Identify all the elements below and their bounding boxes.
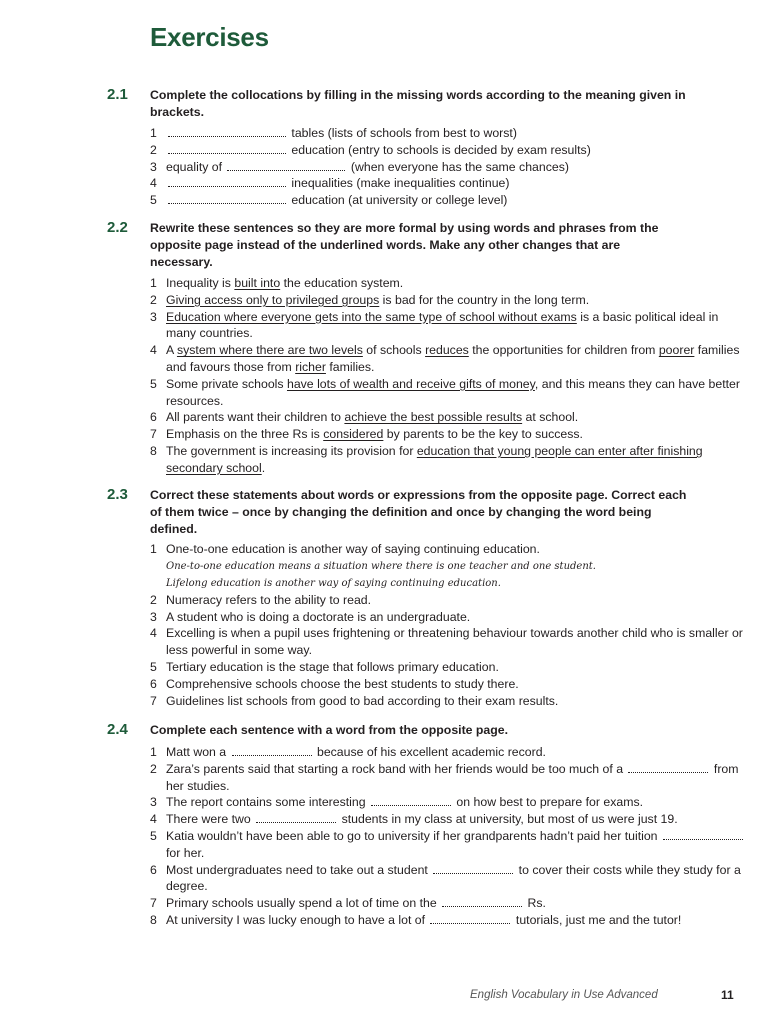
item-text [166, 829, 745, 860]
text-before-gap: The report contains some interesting [166, 795, 370, 810]
footer-book-title: English Vocabulary in Use Advanced [470, 989, 658, 1001]
item-text [166, 863, 741, 894]
answer-blank[interactable] [168, 175, 286, 187]
item-number: 7 [150, 896, 157, 911]
text-fragment: The government is increasing its provision for [166, 443, 417, 458]
item-number: 1 [150, 276, 157, 290]
underlined-phrase: built into [234, 276, 281, 290]
item-text [166, 626, 743, 657]
answer-blank[interactable] [433, 862, 513, 874]
text-before-gap: Primary schools usually spend a lot of time on the [166, 896, 441, 911]
exercise-instruction: Correct these statements about words or expressions from the opposite page. Correct each of them twice – once by changing the definition and once by changing the word being defined. [150, 488, 687, 536]
item-text [166, 410, 578, 424]
item-sentence: One-to-one education is another way of saying continuing education. [166, 542, 540, 556]
item-sentence: Tertiary education is the stage that follows primary education. [166, 659, 499, 674]
exercise-item [150, 659, 745, 676]
item-number: 2 [150, 292, 157, 307]
item-number: 6 [150, 676, 157, 691]
item-text [166, 143, 591, 157]
item-sentence: A student who is doing a doctorate is an undergraduate. [166, 609, 471, 624]
item-text [166, 896, 546, 910]
text-fragment: is a basic political ideal in many countries. [166, 309, 719, 341]
item-number: 1 [150, 542, 157, 556]
underlined-phrase: have lots of wealth and receive gifts of money [286, 376, 535, 391]
item-text [166, 427, 583, 441]
text-fragment: of schools [362, 343, 426, 358]
text-after-gap: on how best to prepare for exams. [453, 795, 644, 810]
item-number: 8 [150, 912, 157, 927]
item-text [166, 694, 558, 708]
answer-blank[interactable] [442, 895, 522, 907]
exercise-item [150, 862, 745, 896]
item-text [166, 812, 678, 826]
text-fragment: the education system. [280, 276, 404, 290]
text-after-gap: tables (lists of schools from best to worst) [288, 126, 517, 140]
answer-blank[interactable] [430, 912, 510, 924]
exercise-item [150, 376, 745, 410]
item-text [166, 444, 703, 475]
item-number: 4 [150, 626, 157, 641]
text-before-gap: There were two [166, 812, 255, 827]
item-text [166, 913, 681, 927]
text-fragment: families. [325, 359, 375, 374]
item-text [166, 660, 499, 674]
item-text [166, 293, 589, 307]
item-number: 2 [150, 592, 157, 607]
exercise-item [150, 275, 745, 292]
footer-page-number: 11 [721, 988, 734, 1002]
exercise-item [150, 541, 745, 592]
answer-blank[interactable] [227, 159, 345, 171]
text-after-gap: students in my class at university, but most of us were just 19. [338, 812, 678, 827]
item-text [166, 310, 718, 341]
answer-blank[interactable] [168, 192, 286, 204]
item-text [166, 745, 546, 759]
answer-blank[interactable] [371, 794, 451, 806]
item-text [166, 176, 509, 190]
text-fragment: . [261, 460, 266, 475]
item-text [166, 377, 740, 408]
exercise-item [150, 159, 745, 176]
text-after-gap: to cover their costs while they study for a degree. [166, 862, 741, 894]
exercise-item [150, 175, 745, 192]
text-after-gap: inequalities (make inequalities continue) [288, 176, 510, 191]
item-number: 5 [150, 659, 157, 674]
example-answer: One-to-one education means a situation where there is one teacher and one student. [166, 560, 596, 572]
underlined-phrase: poorer [658, 343, 695, 358]
item-number: 3 [150, 609, 157, 624]
underlined-phrase: Giving access only to privileged groups [166, 292, 380, 307]
item-sentence: Comprehensive schools choose the best students to study there. [166, 676, 519, 691]
item-number: 1 [150, 745, 157, 759]
answer-blank[interactable] [256, 811, 336, 823]
exercise-item [150, 426, 745, 443]
text-after-gap: (when everyone has the same chances) [347, 159, 569, 174]
underlined-phrase: reduces [425, 343, 469, 358]
item-number: 2 [150, 761, 157, 776]
item-sentence: Excelling is when a pupil uses frightening or threatening behaviour towards another child who is smaller or less powerful in some way. [166, 626, 743, 658]
item-text [166, 343, 739, 374]
exercise-number: 2.2 [107, 219, 128, 236]
exercise-item [150, 794, 745, 811]
item-number: 3 [150, 309, 157, 324]
text-fragment: All parents want their children to [166, 410, 345, 425]
answer-blank[interactable] [232, 744, 312, 756]
item-text [166, 795, 643, 809]
item-number: 7 [150, 427, 157, 442]
exercise-item [150, 912, 745, 929]
exercise-instruction: Complete the collocations by filling in the missing words according to the meaning given in brackets. [150, 88, 686, 119]
item-number: 7 [150, 693, 157, 708]
text-fragment: A [166, 343, 177, 358]
text-fragment: Emphasis on the three Rs is [166, 427, 324, 442]
text-fragment: by parents to be the key to success. [383, 427, 583, 442]
item-number: 3 [150, 795, 157, 810]
item-number: 1 [150, 126, 157, 140]
text-before-gap: Zara’s parents said that starting a rock band with her friends would be too much of a [166, 761, 627, 776]
exercise-item [150, 192, 745, 209]
exercise-item [150, 828, 745, 862]
exercise-item [150, 342, 745, 376]
text-fragment: the opportunities for children from [468, 343, 659, 358]
exercise-item [150, 609, 745, 626]
answer-blank[interactable] [663, 828, 743, 840]
exercise-item [150, 292, 745, 309]
text-fragment: Some private schools [166, 376, 287, 391]
item-number: 5 [150, 376, 157, 391]
exercise-items [150, 275, 745, 477]
exercise-item [150, 443, 745, 477]
item-number: 5 [150, 193, 157, 208]
underlined-phrase: system where there are two levels [176, 343, 363, 358]
text-after-gap: because of his excellent academic record. [313, 745, 546, 759]
item-text [166, 542, 540, 556]
item-number: 4 [150, 176, 157, 191]
text-after-gap: education (at university or college level) [288, 193, 508, 208]
underlined-phrase: education that young people can enter after finishing secondary school [166, 443, 703, 475]
text-after-gap: for her. [166, 845, 205, 860]
item-number: 4 [150, 343, 157, 358]
exercise-number: 2.3 [107, 486, 128, 503]
item-sentence: Guidelines list schools from good to bad according to their exam results. [166, 693, 559, 708]
page-title: Exercises [150, 22, 269, 52]
text-before-gap: Katia wouldn’t have been able to go to university if her grandparents hadn’t paid her tuition [166, 828, 661, 843]
text-after-gap: from her studies. [166, 761, 739, 793]
text-before-gap: Most undergraduates need to take out a student [166, 862, 432, 877]
exercise-items [150, 541, 745, 709]
answer-blank[interactable] [168, 125, 286, 137]
item-number: 6 [150, 862, 157, 877]
item-text [166, 762, 739, 793]
item-sentence: Numeracy refers to the ability to read. [166, 592, 372, 607]
underlined-phrase: Education where everyone gets into the same type of school without exams [166, 309, 577, 324]
text-after-gap: education (entry to schools is decided by exam results) [288, 142, 591, 157]
item-text [166, 160, 569, 174]
item-number: 3 [150, 159, 157, 174]
exercise-item [150, 744, 745, 761]
exercise-item [150, 409, 745, 426]
exercise-item [150, 125, 745, 142]
item-text [166, 677, 519, 691]
text-after-gap: tutorials, just me and the tutor! [512, 912, 682, 927]
exercise-item [150, 625, 745, 659]
item-number: 8 [150, 443, 157, 458]
text-fragment: is bad for the country in the long term. [379, 292, 590, 307]
exercise-number: 2.1 [107, 86, 128, 103]
exercise-item [150, 895, 745, 912]
exercise-item [150, 309, 745, 343]
exercise-items [150, 744, 745, 929]
answer-blank[interactable] [628, 761, 708, 773]
text-fragment: , and this means they can have better resources. [166, 376, 740, 408]
item-number: 5 [150, 828, 157, 843]
item-number: 2 [150, 142, 157, 157]
exercise-items [150, 125, 745, 209]
exercise-item [150, 142, 745, 159]
text-fragment: Inequality is [166, 276, 235, 290]
underlined-phrase: considered [323, 427, 384, 442]
item-text [166, 593, 371, 607]
exercise-item [150, 676, 745, 693]
text-before-gap: Matt won a [166, 745, 230, 759]
item-text [166, 126, 517, 140]
exercise-instruction: Rewrite these sentences so they are more formal by using words and phrases from the opposite page instead of the underlined words. Make any other changes that are necessary. [150, 221, 659, 269]
item-text [166, 610, 470, 624]
item-number: 6 [150, 410, 157, 425]
exercise-item [150, 811, 745, 828]
text-after-gap: Rs. [524, 896, 546, 911]
answer-blank[interactable] [168, 142, 286, 154]
item-text [166, 193, 507, 207]
item-text [166, 276, 403, 290]
text-fragment: at school. [522, 410, 579, 425]
exercise-item [150, 592, 745, 609]
text-before-gap: At university I was lucky enough to have a lot of [166, 912, 429, 927]
text-before-gap: equality of [166, 159, 226, 174]
exercise-item [150, 761, 745, 795]
item-number: 4 [150, 812, 157, 827]
exercise-item [150, 693, 745, 710]
text-fragment: families and favours those from [166, 343, 740, 374]
exercise-number: 2.4 [107, 721, 128, 738]
exercise-instruction: Complete each sentence with a word from the opposite page. [150, 723, 509, 737]
underlined-phrase: richer [295, 359, 326, 374]
example-answer: Lifelong education is another way of saying continuing education. [166, 577, 501, 589]
underlined-phrase: achieve the best possible results [344, 410, 523, 425]
